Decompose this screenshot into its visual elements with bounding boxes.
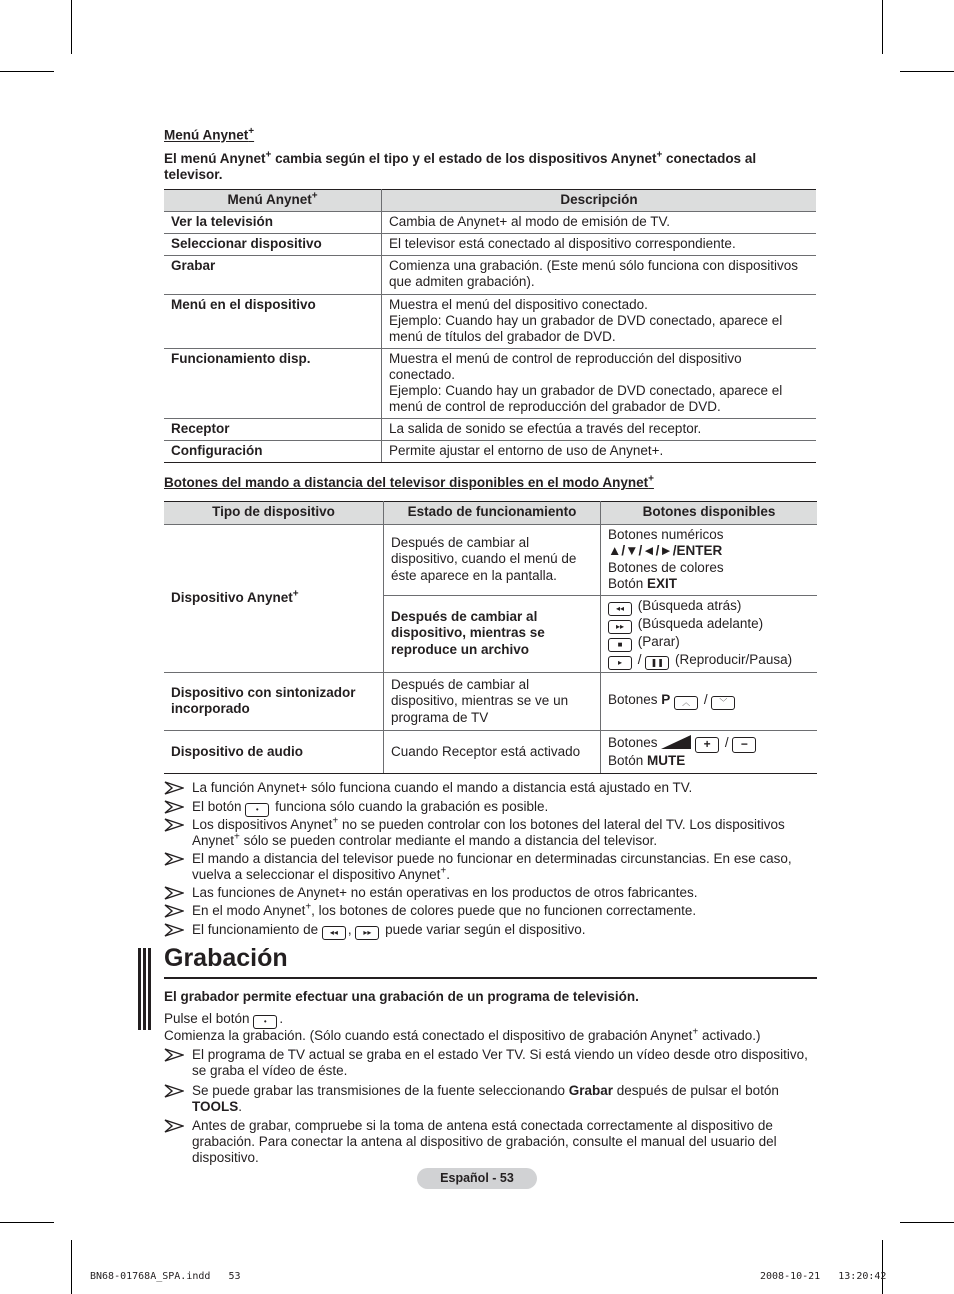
crop-mark — [900, 71, 954, 72]
crop-mark — [0, 1222, 54, 1223]
note-item: Antes de grabar, compruebe si la toma de antena está conectada correctamente al dispositivo de grabación. Para conectar la antena al dispositivo de grabación, consulte el manual del usuario del dispositivo. — [164, 1118, 819, 1166]
arrow-bullet-icon — [164, 818, 184, 832]
table-row: Dispositivo de audio Cuando Receptor está activado Botones + / − Botón MUTE — [164, 731, 817, 774]
note-item: El mando a distancia del televisor puede no funcionar en determinadas circunstancias. En ese caso, vuelva a seleccionar el dispositivo Anynet+. — [164, 851, 819, 883]
crop-mark — [71, 0, 72, 54]
crop-mark — [71, 1240, 72, 1294]
table-row: Funcionamiento disp. Muestra el menú de control de reproducción del dispositivo conectado. Ejemplo: Cuando hay un grabador de DVD conectado, aparece el menú de control de reproducción del grabador de DVD. — [164, 349, 816, 419]
rewind-icon: ◂◂ — [322, 926, 346, 940]
arrow-bullet-icon — [164, 1048, 184, 1062]
title-rule — [164, 977, 817, 979]
crop-mark — [882, 0, 883, 54]
arrow-bullet-icon — [164, 886, 184, 900]
anynet-menu-table — [164, 189, 816, 463]
table-row: Dispositivo con sintonizador incorporado Después de cambiar al dispositivo, mientras se ve un programa de TV Botones P ︿ / ﹀ — [164, 672, 817, 731]
fast-forward-icon: ▸▸ — [608, 620, 632, 634]
record-icon: • — [245, 803, 269, 817]
note-item: Los dispositivos Anynet+ no se pueden controlar con los botones del lateral del TV. Los dispositivos Anynet+ sólo se pueden controlar mediante el mando a distancia del televisor. — [164, 817, 819, 849]
arrow-bullet-icon — [164, 781, 184, 795]
section-marker — [148, 948, 151, 1030]
table-row: Grabar Comienza una grabación. (Este menú sólo funciona con dispositivos que admiten grabación). — [164, 256, 816, 295]
record-icon: • — [253, 1015, 277, 1029]
timestamp: 2008-10-21 13:20:42 — [760, 1271, 887, 1282]
table-row: Menú en el dispositivo Muestra el menú del dispositivo conectado. Ejemplo: Cuando hay un grabador de DVD conectado, aparece el menú de títulos del grabador de DVD. — [164, 295, 816, 349]
column-header: Estado de funcionamiento — [384, 502, 601, 525]
table-row: Receptor La salida de sonido se efectúa a través del receptor. — [164, 419, 816, 441]
rewind-icon: ◂◂ — [608, 602, 632, 616]
section-marker — [143, 948, 146, 1030]
table-row: Dispositivo Anynet+ Después de cambiar al dispositivo, cuando el menú de éste aparece en la pantalla. Botones numéricos ▲/▼/◄/►/ENTER Botones de colores Botón EXIT — [164, 524, 817, 595]
file-info: BN68-01768A_SPA.indd 53 — [90, 1271, 241, 1282]
fast-forward-icon: ▸▸ — [355, 926, 379, 940]
section-heading: Menú Anynet+ — [164, 126, 255, 143]
arrow-bullet-icon — [164, 800, 184, 814]
note-item: Se puede grabar las transmisiones de la fuente seleccionando Grabar después de pulsar el botón TOOLS. — [164, 1083, 819, 1115]
arrow-bullet-icon — [164, 1084, 184, 1098]
page-number-badge: Español - 53 — [417, 1168, 537, 1189]
arrow-bullet-icon — [164, 923, 184, 937]
grabacion-lead: El grabador permite efectuar una grabación de un programa de televisión. — [164, 989, 639, 1004]
volume-up-icon: + — [695, 737, 719, 753]
column-header: Descripción — [382, 190, 817, 212]
grabacion-starts: Comienza la grabación. (Sólo cuando está conectado el dispositivo de grabación Anynet+ activado.) — [164, 1026, 761, 1043]
arrow-bullet-icon — [164, 1119, 184, 1133]
table-row: Ver la televisión Cambia de Anynet+ al modo de emisión de TV. — [164, 212, 816, 234]
intro-text-3: conectados al televisor. — [164, 151, 757, 182]
buttons-heading: Botones del mando a distancia del televisor disponibles en el modo Anynet+ — [164, 473, 654, 490]
remote-buttons-table — [164, 501, 817, 774]
volume-icon — [661, 735, 691, 749]
table-row: Configuración Permite ajustar el entorno de uso de Anynet+. — [164, 441, 816, 463]
note-item: La función Anynet+ sólo funciona cuando el mando a distancia está ajustado en TV. — [164, 780, 819, 796]
note-item: Las funciones de Anynet+ no están operativas en los productos de otros fabricantes. — [164, 885, 819, 901]
column-header: Tipo de dispositivo — [164, 502, 384, 525]
intro-text-2: cambia según el tipo y el estado de los dispositivos Anynet — [271, 151, 657, 166]
channel-down-icon: ﹀ — [711, 696, 735, 710]
note-item: En el modo Anynet+, los botones de colores puede que no funcionen correctamente. — [164, 903, 819, 919]
grabacion-press: Pulse el botón • . — [164, 1011, 283, 1029]
crop-mark — [900, 1222, 954, 1223]
note-item: El funcionamiento de ◂◂ , ▸▸ puede variar según el dispositivo. — [164, 922, 819, 940]
arrow-bullet-icon — [164, 904, 184, 918]
volume-down-icon: − — [732, 737, 756, 753]
pause-icon: ❚❚ — [645, 656, 669, 670]
intro-text: El menú Anynet — [164, 151, 266, 166]
page-title: Grabación — [164, 944, 288, 972]
play-icon: ▸ — [608, 656, 632, 670]
crop-mark — [882, 1240, 883, 1294]
arrow-bullet-icon — [164, 852, 184, 866]
table-row: Después de cambiar al dispositivo, mientras se reproduce un archivo ◂◂ (Búsqueda atrás) ▸▸ (Búsqueda adelante) ■ (Parar) ▸ / ❚❚ (Reproducir/Pausa) — [164, 595, 817, 672]
section-heading-text: Menú Anynet — [164, 127, 249, 143]
column-header: Menú Anynet+ — [164, 190, 382, 212]
section-intro: El menú Anynet+ cambia según el tipo y el estado de los dispositivos Anynet+ conectados al televisor. — [164, 149, 757, 182]
table-header-row — [164, 190, 816, 212]
note-item: El botón • funciona sólo cuando la grabación es posible. — [164, 799, 819, 817]
table-row: Seleccionar dispositivo El televisor está conectado al dispositivo correspondiente. — [164, 234, 816, 256]
channel-up-icon: ︿ — [674, 696, 698, 710]
table-header-row — [164, 502, 817, 525]
section-marker — [138, 948, 141, 1030]
stop-icon: ■ — [608, 638, 632, 652]
note-item: El programa de TV actual se graba en el estado Ver TV. Si está viendo un vídeo desde otro dispositivo, se graba el vídeo de éste. — [164, 1047, 819, 1079]
column-header: Botones disponibles — [601, 502, 818, 525]
crop-mark — [0, 71, 54, 72]
